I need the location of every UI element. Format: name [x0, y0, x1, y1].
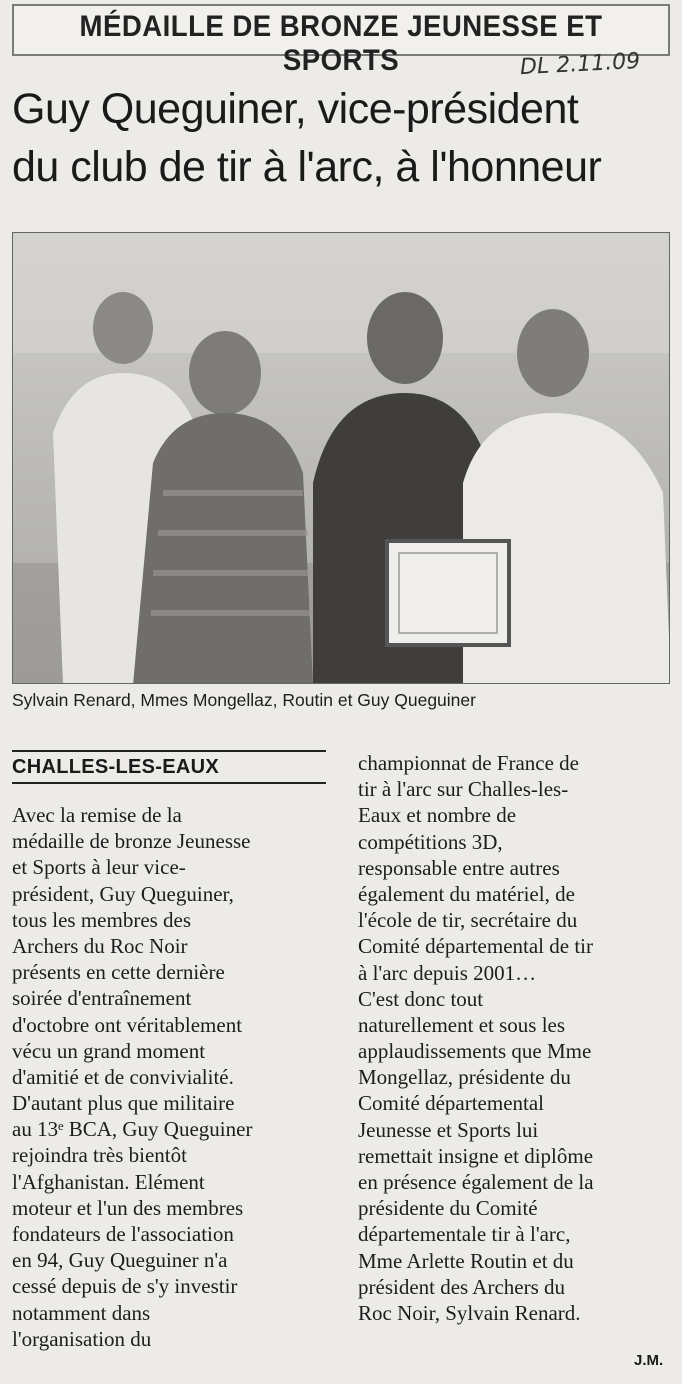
article-column-right [358, 750, 674, 1326]
article-text-line: Comité départemental [358, 1091, 545, 1116]
diploma-frame [387, 541, 509, 645]
article-text-line: Roc Noir, Sylvain Renard. [358, 1300, 581, 1325]
article-text-line: Avec la remise de la [12, 803, 182, 827]
article-photo [12, 232, 670, 684]
article-text-line: en présence également de la [358, 1170, 594, 1194]
article-text-line: soirée d'entraînement [12, 986, 192, 1011]
article-text-line: Jeunesse et Sports lui [358, 1117, 539, 1142]
article-text-line: Mongellaz, présidente du [358, 1065, 571, 1090]
article-text-line: d'octobre ont véritablement [12, 1012, 243, 1037]
article-text-line: responsable entre autres [358, 855, 560, 880]
article-text-line: Archers du Roc Noir [12, 933, 188, 958]
article-text-line: compétitions 3D, [358, 829, 503, 854]
article-text-line: présidente du Comité [358, 1196, 538, 1221]
photo-caption: Sylvain Renard, Mmes Mongellaz, Routin et Guy Queguiner [12, 690, 476, 710]
article-text-line: remettait insigne et diplôme [358, 1143, 594, 1168]
article-text-line: l'école de tir, secrétaire du [358, 908, 578, 933]
article-text-line: Mme Arlette Routin et du [358, 1248, 574, 1273]
article-column-left [12, 802, 342, 1352]
article-text-line: tir à l'arc sur Challes-les- [358, 777, 569, 802]
article-text-line: cessé depuis de s'y investir [12, 1274, 238, 1299]
article-text-line: championnat de France de [358, 751, 579, 775]
article-text-line: au 13ᵉ BCA, Guy Queguiner [12, 1117, 253, 1142]
author-signature: J.M. [634, 1352, 664, 1369]
section-rule-top [12, 750, 326, 752]
article-text-line: président, Guy Queguiner, [12, 881, 234, 906]
article-text-line: D'autant plus que militaire [12, 1091, 235, 1116]
article-text-line: à l'arc depuis 2001… [358, 960, 537, 985]
article-text-line: départementale tir à l'arc, [358, 1222, 571, 1247]
article-text-line: notamment dans [12, 1300, 151, 1325]
article-text-line: médaille de bronze Jeunesse [12, 829, 251, 854]
headline-line: Guy Queguiner, vice-président [12, 85, 579, 133]
article-text-line: présents en cette dernière [12, 960, 225, 985]
article-text-line: fondateurs de l'association [12, 1222, 234, 1246]
article-text-line: l'organisation du [12, 1326, 152, 1351]
article-text-line: rejoindra très bientôt [12, 1143, 187, 1168]
article-text-line: C'est donc tout [358, 986, 484, 1011]
article-text-line: applaudissements que Mme [358, 1039, 592, 1064]
article-text-line: naturellement et sous les [358, 1012, 566, 1037]
photo-illustration [13, 233, 670, 684]
handwritten-date-note: DL 2.11.09 [519, 48, 641, 81]
headline-line: du club de tir à l'arc, à l'honneur [12, 143, 602, 191]
article-text-line: tous les membres des [12, 907, 192, 932]
article-text-line: Comité départemental de tir [358, 934, 593, 959]
section-rule-bottom [12, 782, 326, 784]
article-text-line: vécu un grand moment [12, 1038, 206, 1063]
article-text-line: en 94, Guy Queguiner n'a [12, 1248, 228, 1273]
article-text-line: également du matériel, de [358, 881, 575, 906]
article-text-line: et Sports à leur vice- [12, 855, 186, 880]
article-text-line: moteur et l'un des membres [12, 1195, 244, 1220]
kicker-text: MÉDAILLE DE BRONZE JEUNESSE ET SPORTS [79, 10, 603, 77]
article-text-line: d'amitié et de convivialité. [12, 1064, 234, 1089]
headline [12, 80, 674, 196]
article-text-line: Eaux et nombre de [358, 803, 517, 828]
article-text-line: l'Afghanistan. Elément [12, 1169, 205, 1194]
article-text-line: président des Archers du [358, 1274, 566, 1299]
dateline: CHALLES-LES-EAUX [12, 756, 220, 778]
